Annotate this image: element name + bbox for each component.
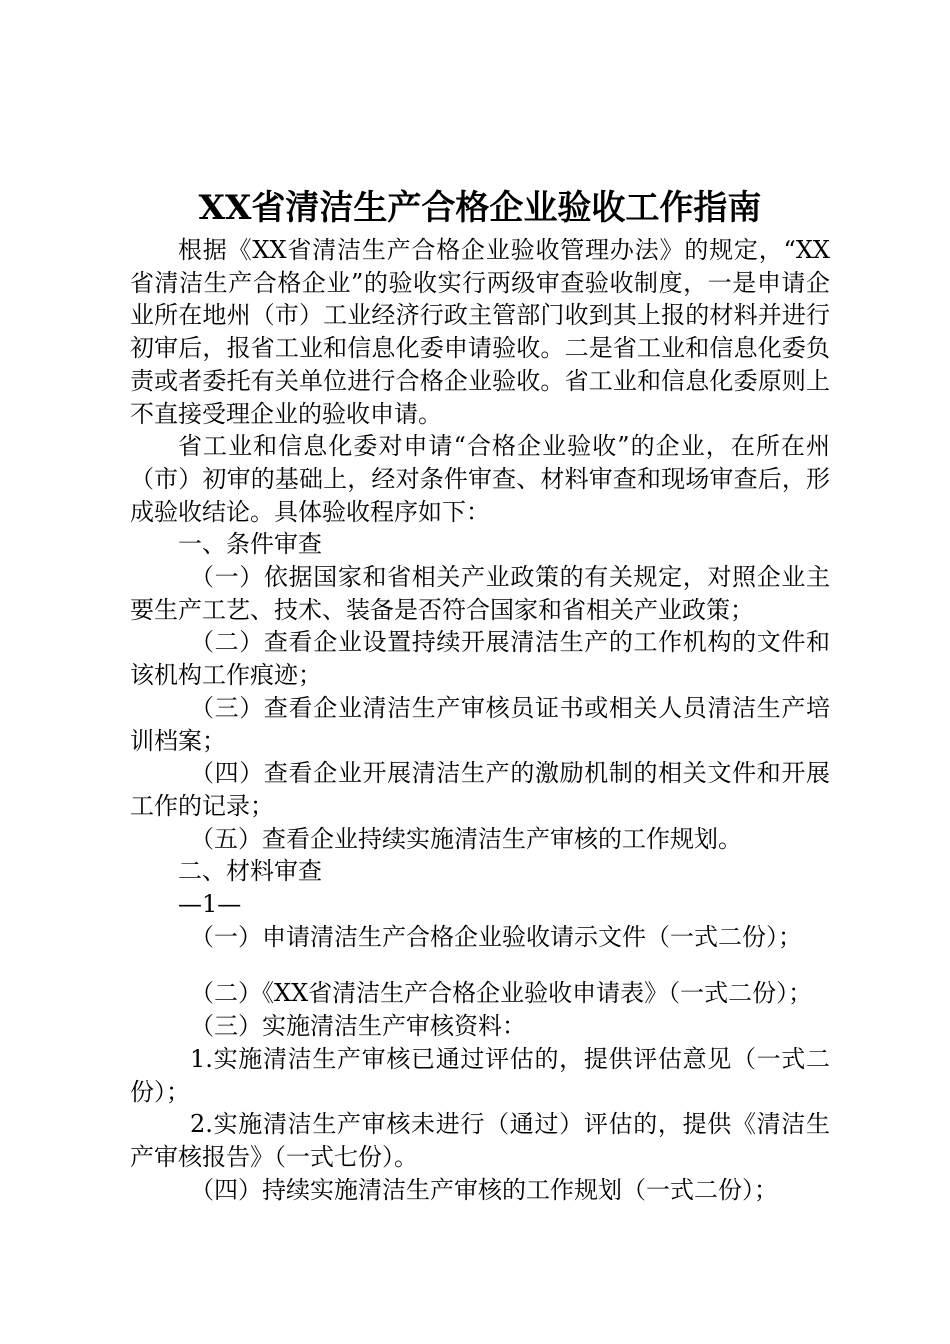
list-item: （四）持续实施清洁生产审核的工作规划（一式二份）； [190, 1175, 778, 1204]
list-item: （一）依据国家和省相关产业政策的有关规定，对照企业主要生产工艺、技术、装备是否符合国家和省相关产业政策； [130, 563, 830, 624]
list-item: （三）查看企业清洁生产审核员证书或相关人员清洁生产培训档案； [130, 693, 830, 755]
paragraph-procedure: 省工业和信息化委对申请“合格企业验收”的企业，在所在州（市）初审的基础上，经对条件审查、材料审查和现场审查后，形成验收结论。具体验收程序如下： [130, 432, 830, 526]
page-number: —1— [178, 890, 242, 919]
list-item: （一）申请清洁生产合格企业验收请示文件（一式二份）； [190, 922, 802, 951]
document-page [130, 182, 830, 1206]
list-item: 2.实施清洁生产审核未进行（通过）评估的，提供《清洁生产审核报告》（一式七份）。 [130, 1110, 830, 1171]
section-heading-condition-review: 一、条件审查 [178, 530, 322, 559]
document-title: XX省清洁生产合格企业验收工作指南 [198, 188, 762, 228]
list-item: （二）查看企业设置持续开展清洁生产的工作机构的文件和该机构工作痕迹； [130, 628, 830, 690]
list-item: （三）实施清洁生产审核资料： [190, 1012, 526, 1041]
list-item: （四）查看企业开展清洁生产的激励机制的相关文件和开展工作的记录； [130, 759, 830, 820]
list-item: （五）查看企业持续实施清洁生产审核的工作规划。 [190, 824, 742, 853]
spacer [130, 953, 830, 977]
section-heading-material-review: 二、材料审查 [178, 857, 322, 886]
list-item: （二）《XX省清洁生产合格企业验收申请表》（一式二份）； [190, 979, 813, 1008]
paragraph-intro: 根据《XX省清洁生产合格企业验收管理办法》的规定，“XX省清洁生产合格企业”的验收实行两级审查验收制度，一是申请企业所在地州（市）工业经济行政主管部门收到其上报的材料并进行初审后，报省工业和信息化委申请验收。二是省工业和信息化委负责或者委托有关单位进行合格企业验收。省工业和信息化委原则上不直接受理企业的验收申请。 [130, 236, 830, 428]
list-item: 1.实施清洁生产审核已通过评估的，提供评估意见（一式二份）； [130, 1044, 830, 1106]
